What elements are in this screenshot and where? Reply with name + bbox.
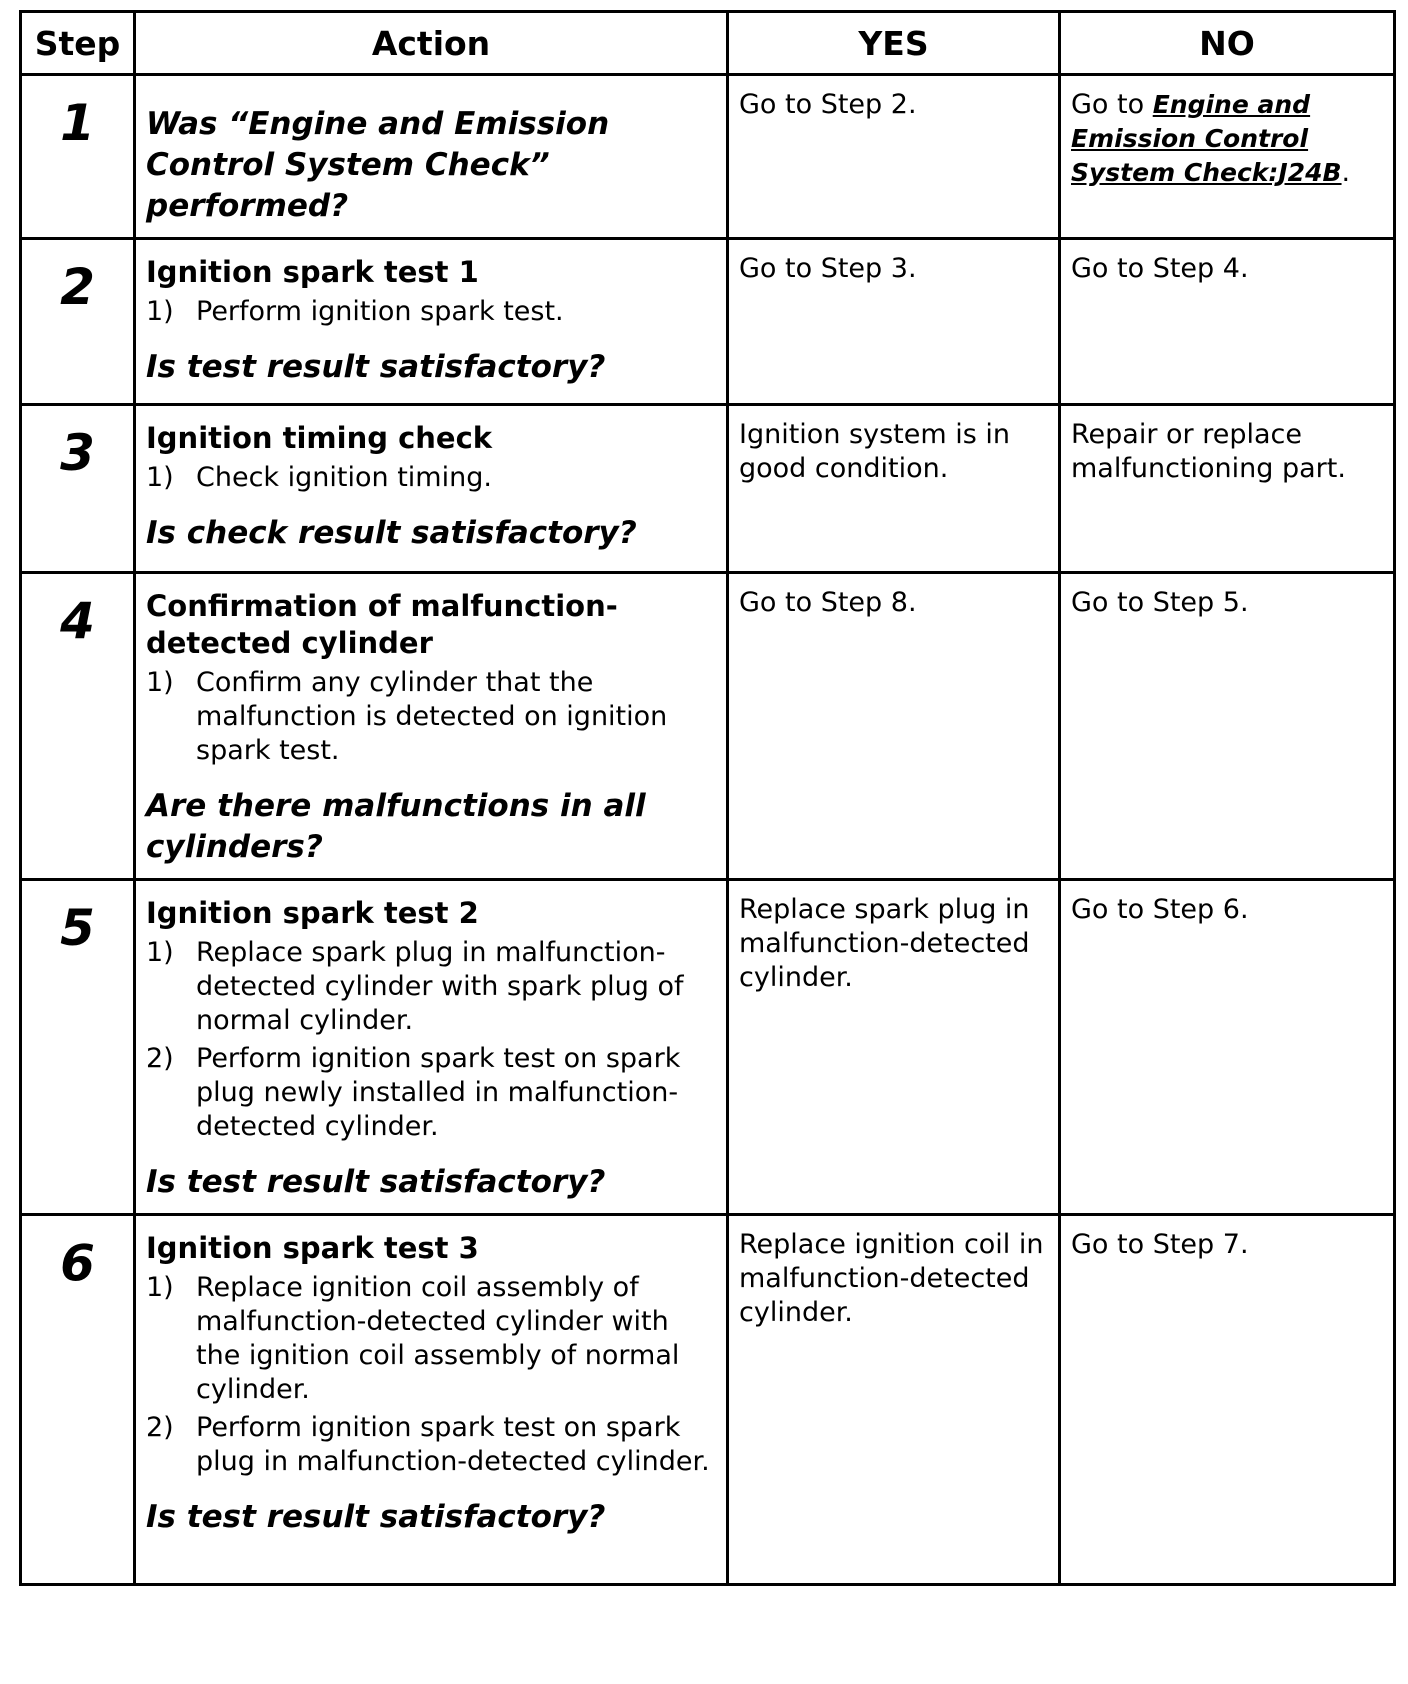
action-question: Is test result satisfactory? xyxy=(146,1499,606,1535)
list-item: 2) Perform ignition spark test on spark plug in malfunction-detected cylinder. xyxy=(146,1412,710,1477)
list-item: 2) Perform ignition spark test on spark plug newly installed in malfunction-detected cylinder. xyxy=(146,1043,681,1142)
step-number: 6 xyxy=(21,1215,135,1585)
no-cell: Go to Step 6. xyxy=(1060,880,1395,1215)
no-cell xyxy=(1060,75,1395,239)
action-question: Is test result satisfactory? xyxy=(146,349,606,385)
action-title: Ignition timing check xyxy=(146,421,493,455)
action-question: Was “Engine and Emission Control System Check” performed? xyxy=(146,106,610,224)
action-question: Is test result satisfactory? xyxy=(146,1164,606,1200)
header-no: NO xyxy=(1060,12,1395,75)
action-steps xyxy=(146,936,718,1144)
action-question: Is check result satisfactory? xyxy=(146,515,637,551)
table-row xyxy=(21,573,1395,880)
step-number: 5 xyxy=(21,880,135,1215)
yes-cell: Ignition system is in good condition. xyxy=(728,405,1060,573)
no-cell: Go to Step 7. xyxy=(1060,1215,1395,1585)
action-title: Ignition spark test 2 xyxy=(146,896,479,930)
action-cell xyxy=(135,405,728,573)
table-row xyxy=(21,880,1395,1215)
step-number: 1 xyxy=(21,75,135,239)
action-steps xyxy=(146,461,718,495)
action-steps xyxy=(146,295,718,329)
yes-cell: Go to Step 8. xyxy=(728,573,1060,880)
engine-emission-check-link[interactable]: Engine and Emission Control System Check:J24B xyxy=(1071,90,1342,187)
no-text-prefix: Go to xyxy=(1071,89,1153,120)
diagnostic-table xyxy=(19,10,1396,1586)
no-cell: Repair or replace malfunctioning part. xyxy=(1060,405,1395,573)
step-number: 3 xyxy=(21,405,135,573)
step-number: 2 xyxy=(21,239,135,405)
action-cell xyxy=(135,1215,728,1585)
no-text-suffix: . xyxy=(1341,157,1351,188)
header-row xyxy=(21,12,1395,75)
list-item: 1) Confirm any cylinder that the malfunction is detected on ignition spark test. xyxy=(146,667,668,766)
list-item: 1) Check ignition timing. xyxy=(146,462,492,493)
action-cell xyxy=(135,239,728,405)
step-number: 4 xyxy=(21,573,135,880)
yes-cell: Replace ignition coil in malfunction-detected cylinder. xyxy=(728,1215,1060,1585)
list-item: 1) Replace ignition coil assembly of malfunction-detected cylinder with the ignition coil assembly of normal cylinder. xyxy=(146,1272,680,1405)
action-steps xyxy=(146,666,718,768)
list-item: 1) Perform ignition spark test. xyxy=(146,296,564,327)
action-title: Ignition spark test 1 xyxy=(146,255,479,289)
action-cell xyxy=(135,75,728,239)
table-row xyxy=(21,239,1395,405)
yes-cell: Go to Step 2. xyxy=(728,75,1060,239)
no-cell: Go to Step 5. xyxy=(1060,573,1395,880)
yes-cell: Go to Step 3. xyxy=(728,239,1060,405)
yes-cell: Replace spark plug in malfunction-detected cylinder. xyxy=(728,880,1060,1215)
no-cell: Go to Step 4. xyxy=(1060,239,1395,405)
action-title: Ignition spark test 3 xyxy=(146,1231,479,1265)
action-steps xyxy=(146,1271,718,1479)
header-yes: YES xyxy=(728,12,1060,75)
table-row xyxy=(21,75,1395,239)
action-question: Are there malfunctions in all cylinders? xyxy=(146,788,646,865)
table-row xyxy=(21,405,1395,573)
action-cell xyxy=(135,880,728,1215)
header-step: Step xyxy=(21,12,135,75)
action-title: Confirmation of malfunction-detected cylinder xyxy=(146,589,618,660)
header-action: Action xyxy=(135,12,728,75)
list-item: 1) Replace spark plug in malfunction-detected cylinder with spark plug of normal cylinder. xyxy=(146,937,684,1036)
action-cell xyxy=(135,573,728,880)
table-row xyxy=(21,1215,1395,1585)
